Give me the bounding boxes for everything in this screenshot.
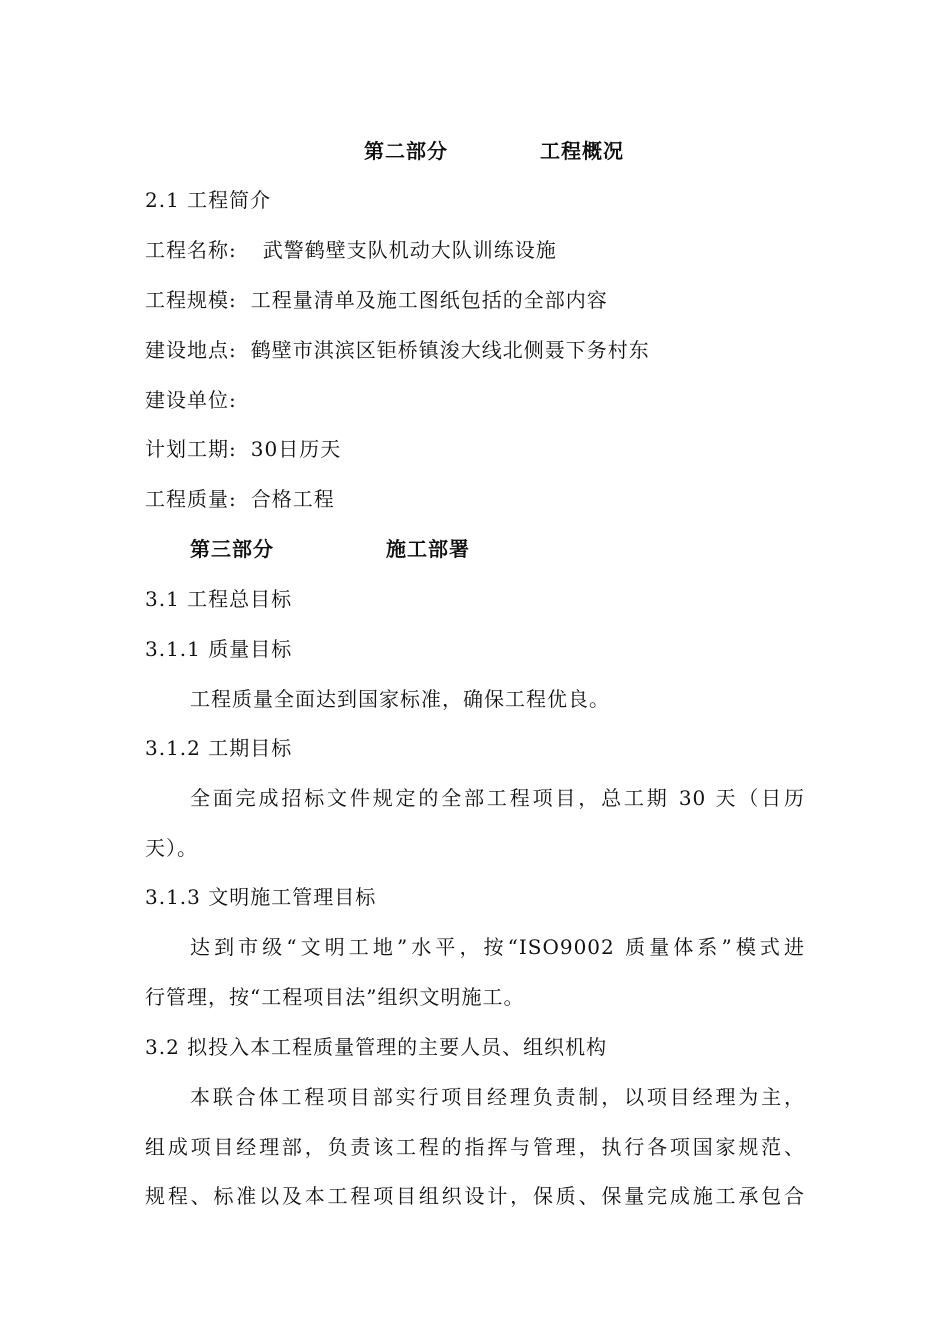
info-value: 合格工程 bbox=[250, 487, 335, 511]
info-row-name bbox=[145, 238, 557, 262]
info-label: 计划工期: bbox=[145, 437, 237, 461]
info-label: 工程规模: bbox=[145, 288, 237, 312]
info-label: 建设单位: bbox=[145, 388, 237, 412]
info-value: 30日历天 bbox=[250, 437, 342, 461]
section-2-1-heading: 2.1 工程简介 bbox=[145, 188, 272, 212]
info-label: 工程名称: bbox=[145, 238, 237, 262]
info-value: 武警鹤壁支队机动大队训练设施 bbox=[262, 238, 557, 262]
part2-title-left: 第二部分 bbox=[364, 139, 448, 163]
info-label: 工程质量: bbox=[145, 487, 237, 511]
quality-goal-text: 工程质量全面达到国家标准，确保工程优良。 bbox=[190, 687, 610, 711]
info-value: 工程量清单及施工图纸包括的全部内容 bbox=[250, 288, 608, 312]
period-goal-line: 全面完成招标文件规定的全部工程项目，总工期 30 天（日历 bbox=[190, 786, 805, 810]
info-row-location bbox=[145, 338, 650, 362]
civil-goal-line: 达到市级“文明工地”水平，按“ISO9002 质量体系”模式进 bbox=[190, 935, 805, 959]
section-3-1-1-heading: 3.1.1 质量目标 bbox=[145, 637, 293, 661]
info-row-schedule bbox=[145, 437, 341, 461]
organization-line: 规程、标准以及本工程项目组织设计，保质、保量完成施工承包合 bbox=[145, 1184, 805, 1208]
part3-title-left: 第三部分 bbox=[190, 537, 274, 561]
section-3-1-2-heading: 3.1.2 工期目标 bbox=[145, 736, 293, 760]
organization-line: 本联合体工程项目部实行项目经理负责制，以项目经理为主， bbox=[190, 1085, 805, 1109]
part3-title-right: 施工部署 bbox=[386, 537, 470, 561]
period-goal-line: 天）。 bbox=[145, 836, 198, 860]
part3-heading bbox=[190, 537, 470, 561]
section-3-2-heading: 3.2 拟投入本工程质量管理的主要人员、组织机构 bbox=[145, 1035, 608, 1059]
civil-goal-line: 行管理，按“工程项目法”组织文明施工。 bbox=[145, 985, 525, 1009]
organization-line: 组成项目经理部，负责该工程的指挥与管理，执行各项国家规范、 bbox=[145, 1135, 805, 1159]
section-3-1-3-heading: 3.1.3 文明施工管理目标 bbox=[145, 885, 377, 909]
section-3-1-heading: 3.1 工程总目标 bbox=[145, 587, 293, 611]
info-label: 建设地点: bbox=[145, 338, 237, 362]
info-row-scale bbox=[145, 288, 608, 312]
info-value: 鹤壁市淇滨区钜桥镇浚大线北侧聂下务村东 bbox=[250, 338, 650, 362]
info-row-owner bbox=[145, 388, 237, 412]
part2-heading bbox=[364, 139, 624, 163]
info-row-quality bbox=[145, 487, 335, 511]
part2-title-right: 工程概况 bbox=[540, 139, 624, 163]
